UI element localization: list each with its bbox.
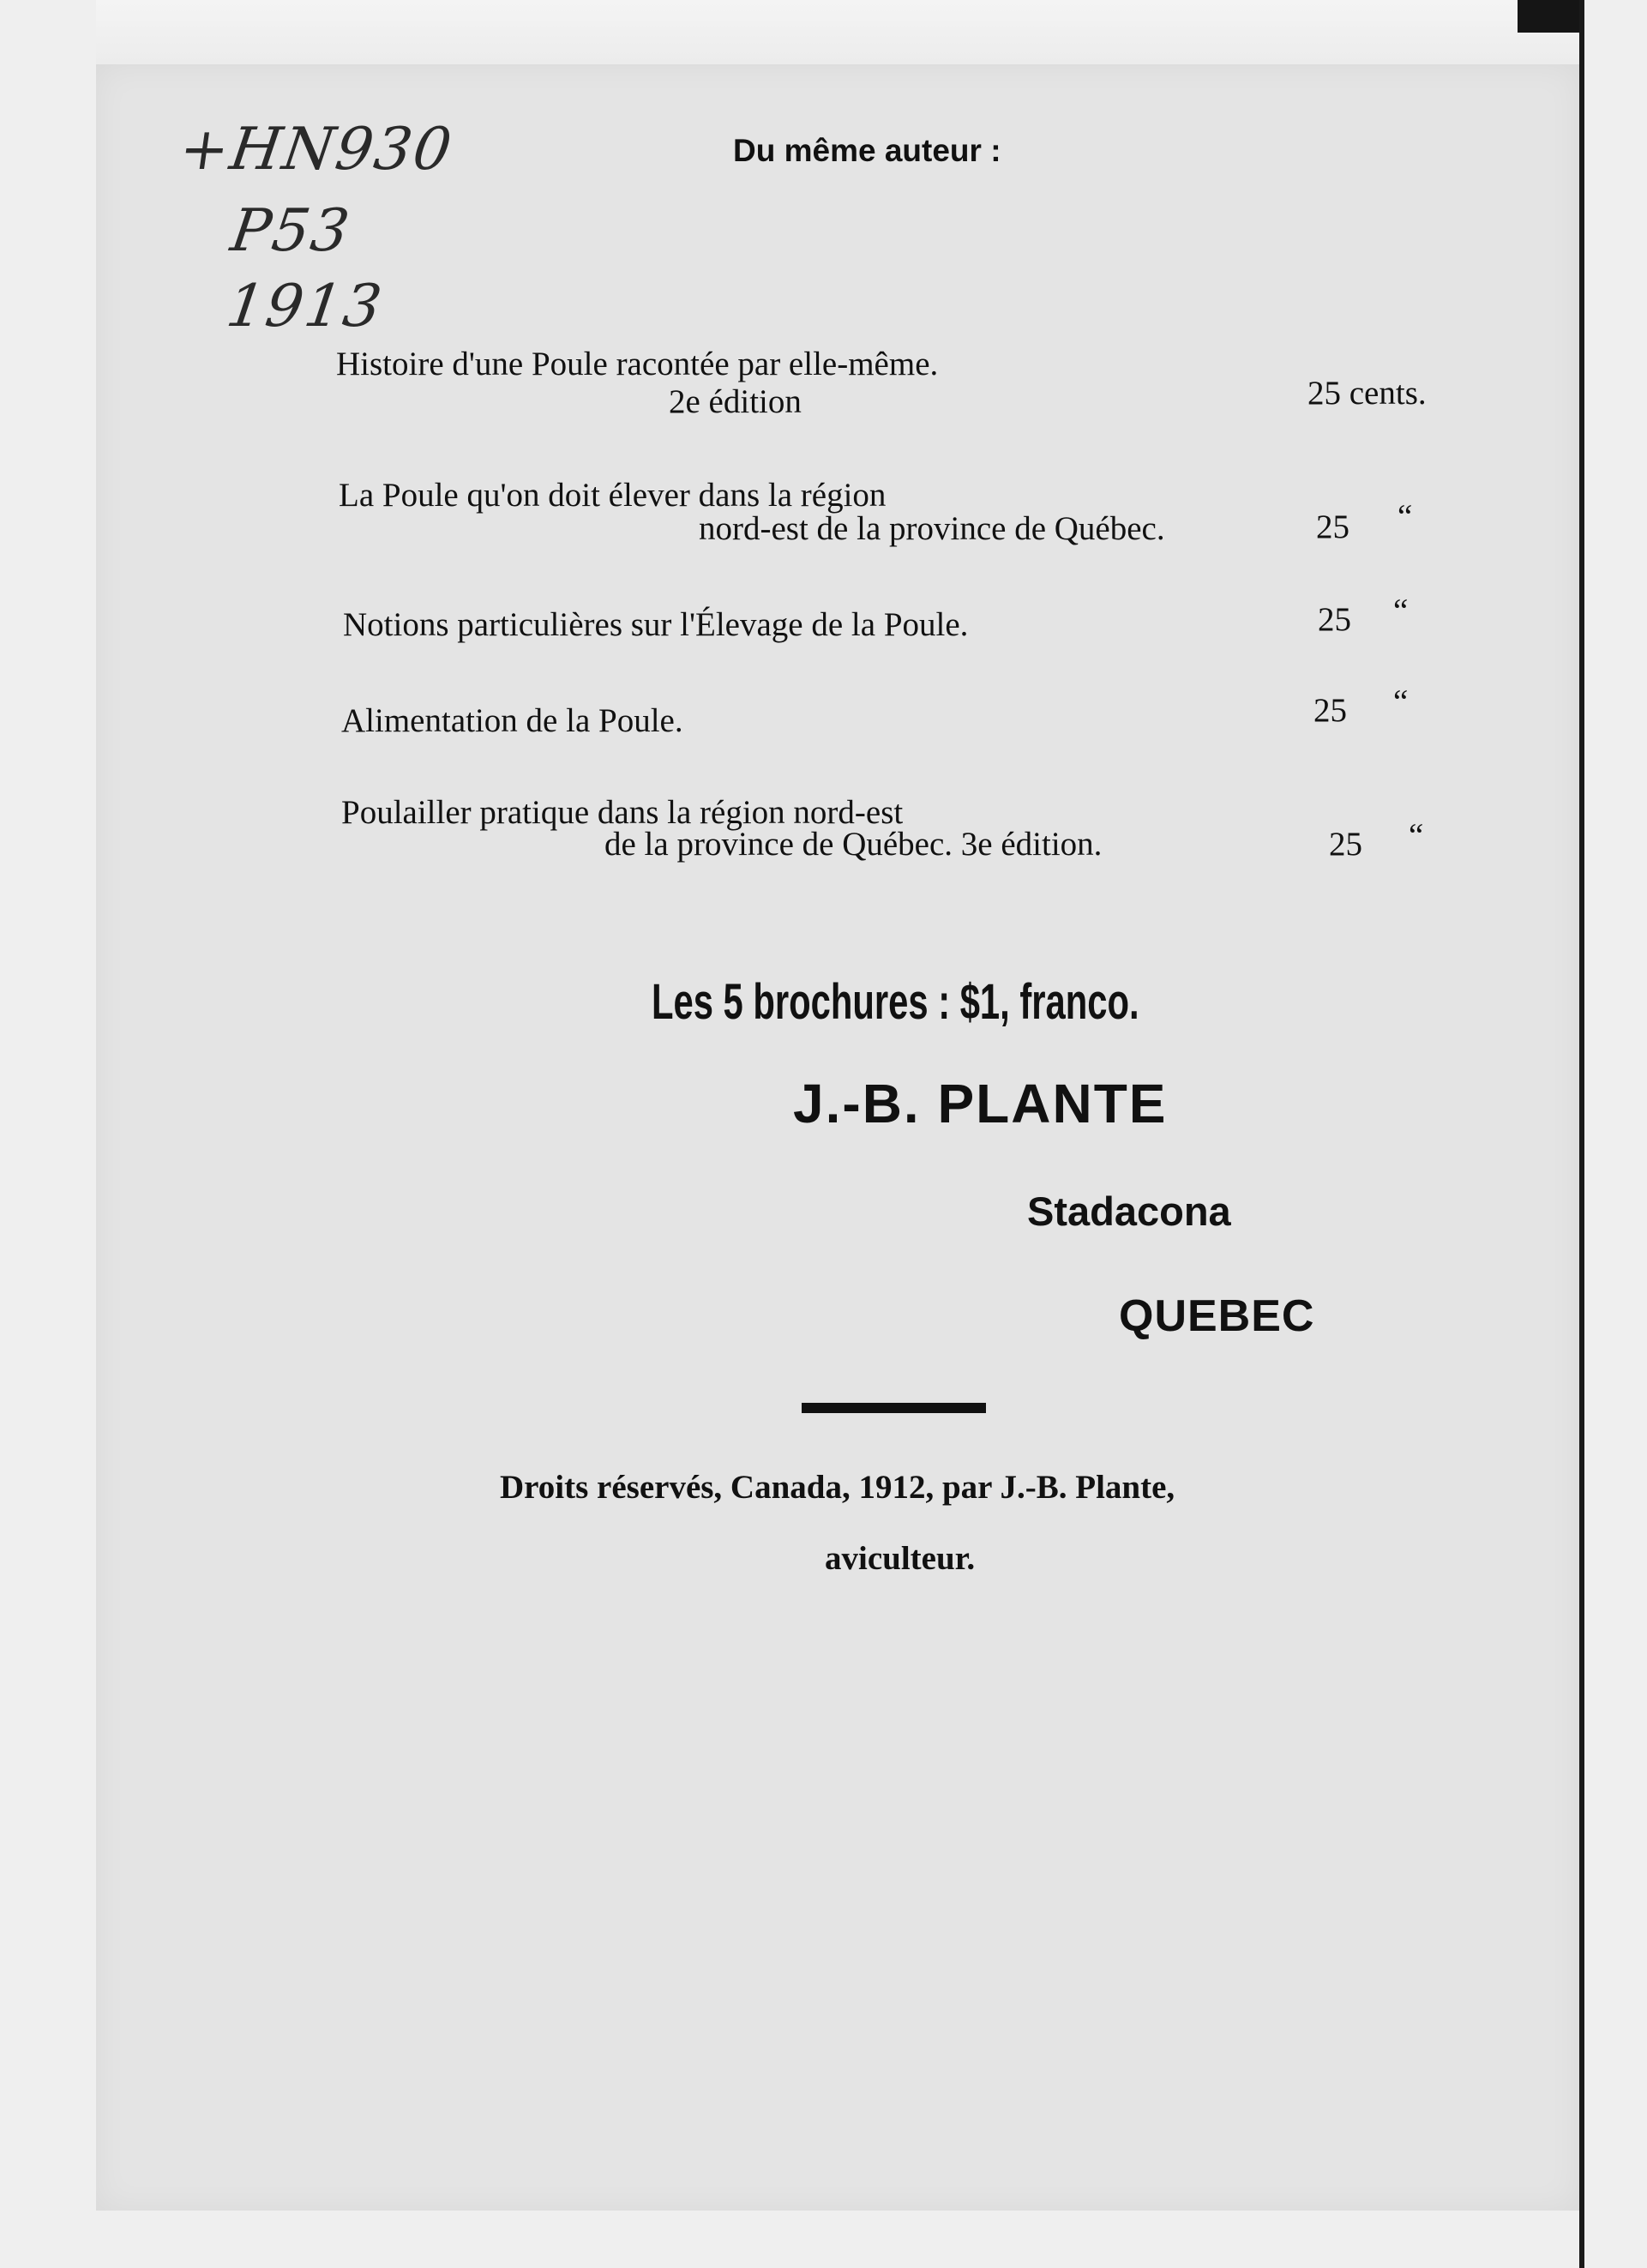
entry-3-title: Notions particulières sur l'Élevage de la Poule.: [343, 606, 969, 643]
copyright-line: Droits réservés, Canada, 1912, par J.-B. Plante,: [500, 1469, 1175, 1506]
author-name: J.-B. PLANTE: [793, 1073, 1168, 1134]
address-locality: Stadacona: [1027, 1188, 1231, 1234]
scan-top-margin: [0, 0, 1647, 64]
divider-rule: [802, 1403, 986, 1413]
entry-4-ditto: “: [1393, 683, 1409, 720]
address-city: QUEBEC: [1119, 1291, 1315, 1341]
entry-2-title: La Poule qu'on doit élever dans la région: [339, 477, 887, 514]
catalog-mark-series: P53: [226, 197, 355, 265]
entry-4-price: 25: [1313, 692, 1347, 729]
entry-1-title: Histoire d'une Poule racontée par elle-même.: [336, 346, 939, 382]
entry-5-price: 25: [1329, 826, 1362, 863]
entry-5-subtitle: de la province de Québec. 3e édition.: [604, 826, 1103, 863]
entry-4-title: Alimentation de la Poule.: [341, 702, 683, 739]
page-heading: Du même auteur :: [733, 133, 1001, 168]
entry-3-ditto: “: [1393, 593, 1409, 629]
copyright-occupation: aviculteur.: [825, 1540, 976, 1577]
entry-3-price: 25: [1318, 601, 1351, 638]
entry-2-price: 25: [1316, 508, 1349, 545]
entry-1-subtitle: 2e édition: [669, 383, 802, 420]
entry-5-title: Poulailler pratique dans la région nord-est: [341, 794, 904, 831]
bundle-offer: Les 5 brochures : $1, franco.: [652, 974, 1139, 1030]
scan-right-margin: [1579, 0, 1647, 2268]
catalog-mark-year: 1913: [222, 273, 388, 340]
entry-5-ditto: “: [1409, 817, 1424, 854]
entry-2-subtitle: nord-est de la province de Québec.: [699, 510, 1165, 547]
catalog-mark-call-number: +HN930: [175, 116, 458, 183]
scan-left-margin: [0, 0, 96, 2268]
entry-1-price: 25 cents.: [1307, 375, 1427, 412]
entry-2-ditto: “: [1398, 498, 1413, 535]
scan-bottom-margin: [0, 2211, 1647, 2268]
